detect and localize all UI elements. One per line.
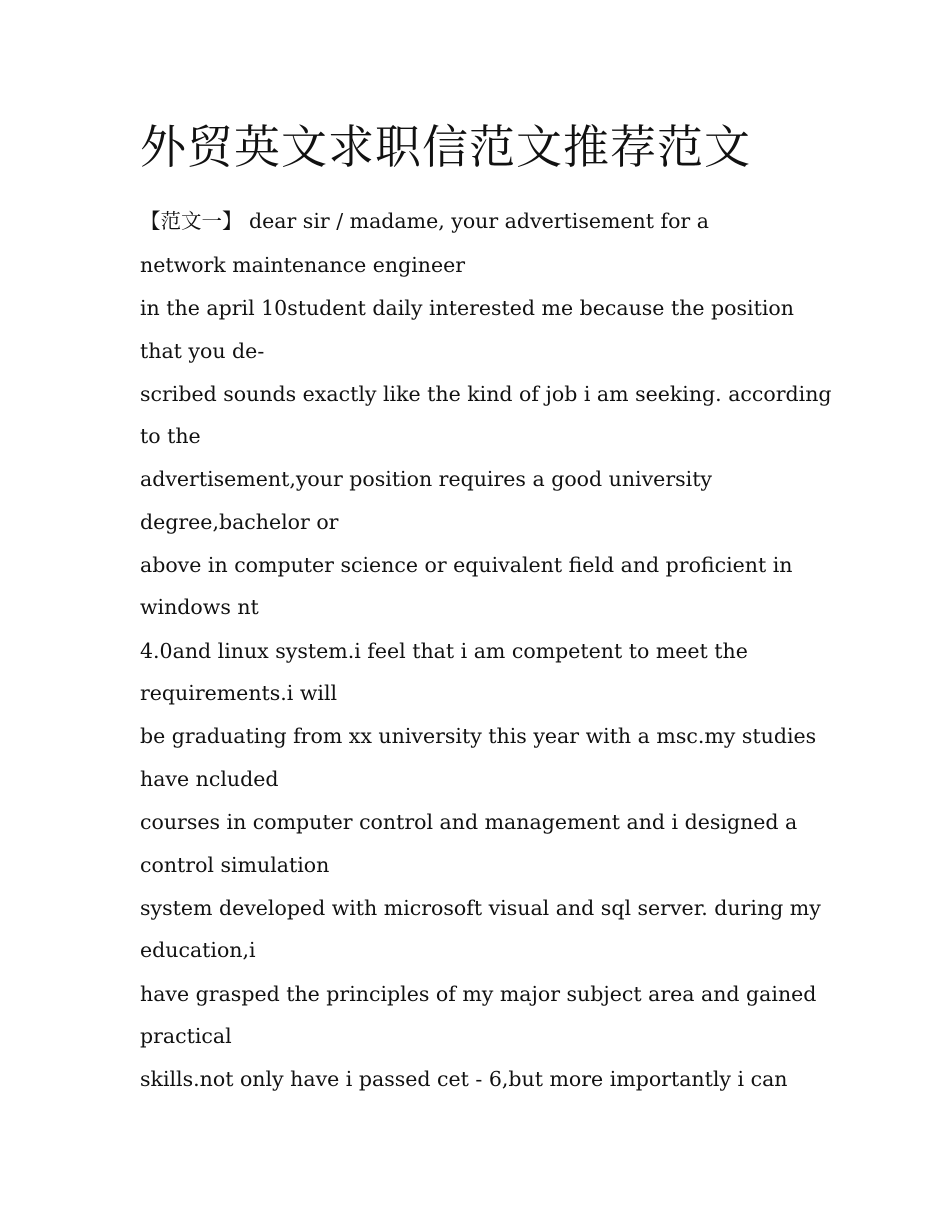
document-title: 外贸英文求职信范文推荐范文 <box>140 120 751 174</box>
body-line: advertisement,your position requires a good university <box>140 467 713 491</box>
body-line: 【范文一】 dear sir / madame, your advertisement for a <box>140 209 709 233</box>
body-line: above in computer science or equivalent field and proficient in <box>140 553 793 577</box>
body-line: windows nt <box>140 595 259 619</box>
body-line: network maintenance engineer <box>140 253 466 277</box>
body-line: system developed with microsoft visual and sql server. during my <box>140 896 821 920</box>
body-line: that you de- <box>140 339 265 363</box>
body-line: requirements.i will <box>140 681 338 705</box>
body-line: skills.not only have i passed cet - 6,but more importantly i can <box>140 1067 788 1091</box>
body-line: scribed sounds exactly like the kind of job i am seeking. according <box>140 382 832 406</box>
body-line: in the april 10student daily interested me because the position <box>140 296 794 320</box>
body-line: control simulation <box>140 853 330 877</box>
body-line: practical <box>140 1024 232 1048</box>
body-line: have ncluded <box>140 767 279 791</box>
body-line: be graduating from xx university this year with a msc.my studies <box>140 724 817 748</box>
body-line: education,i <box>140 938 256 962</box>
body-line: degree,bachelor or <box>140 510 339 534</box>
body-line: 4.0and linux system.i feel that i am competent to meet the <box>140 639 748 663</box>
body-line: have grasped the principles of my major subject area and gained <box>140 982 817 1006</box>
body-line: to the <box>140 424 201 448</box>
body-line: courses in computer control and management and i designed a <box>140 810 798 834</box>
